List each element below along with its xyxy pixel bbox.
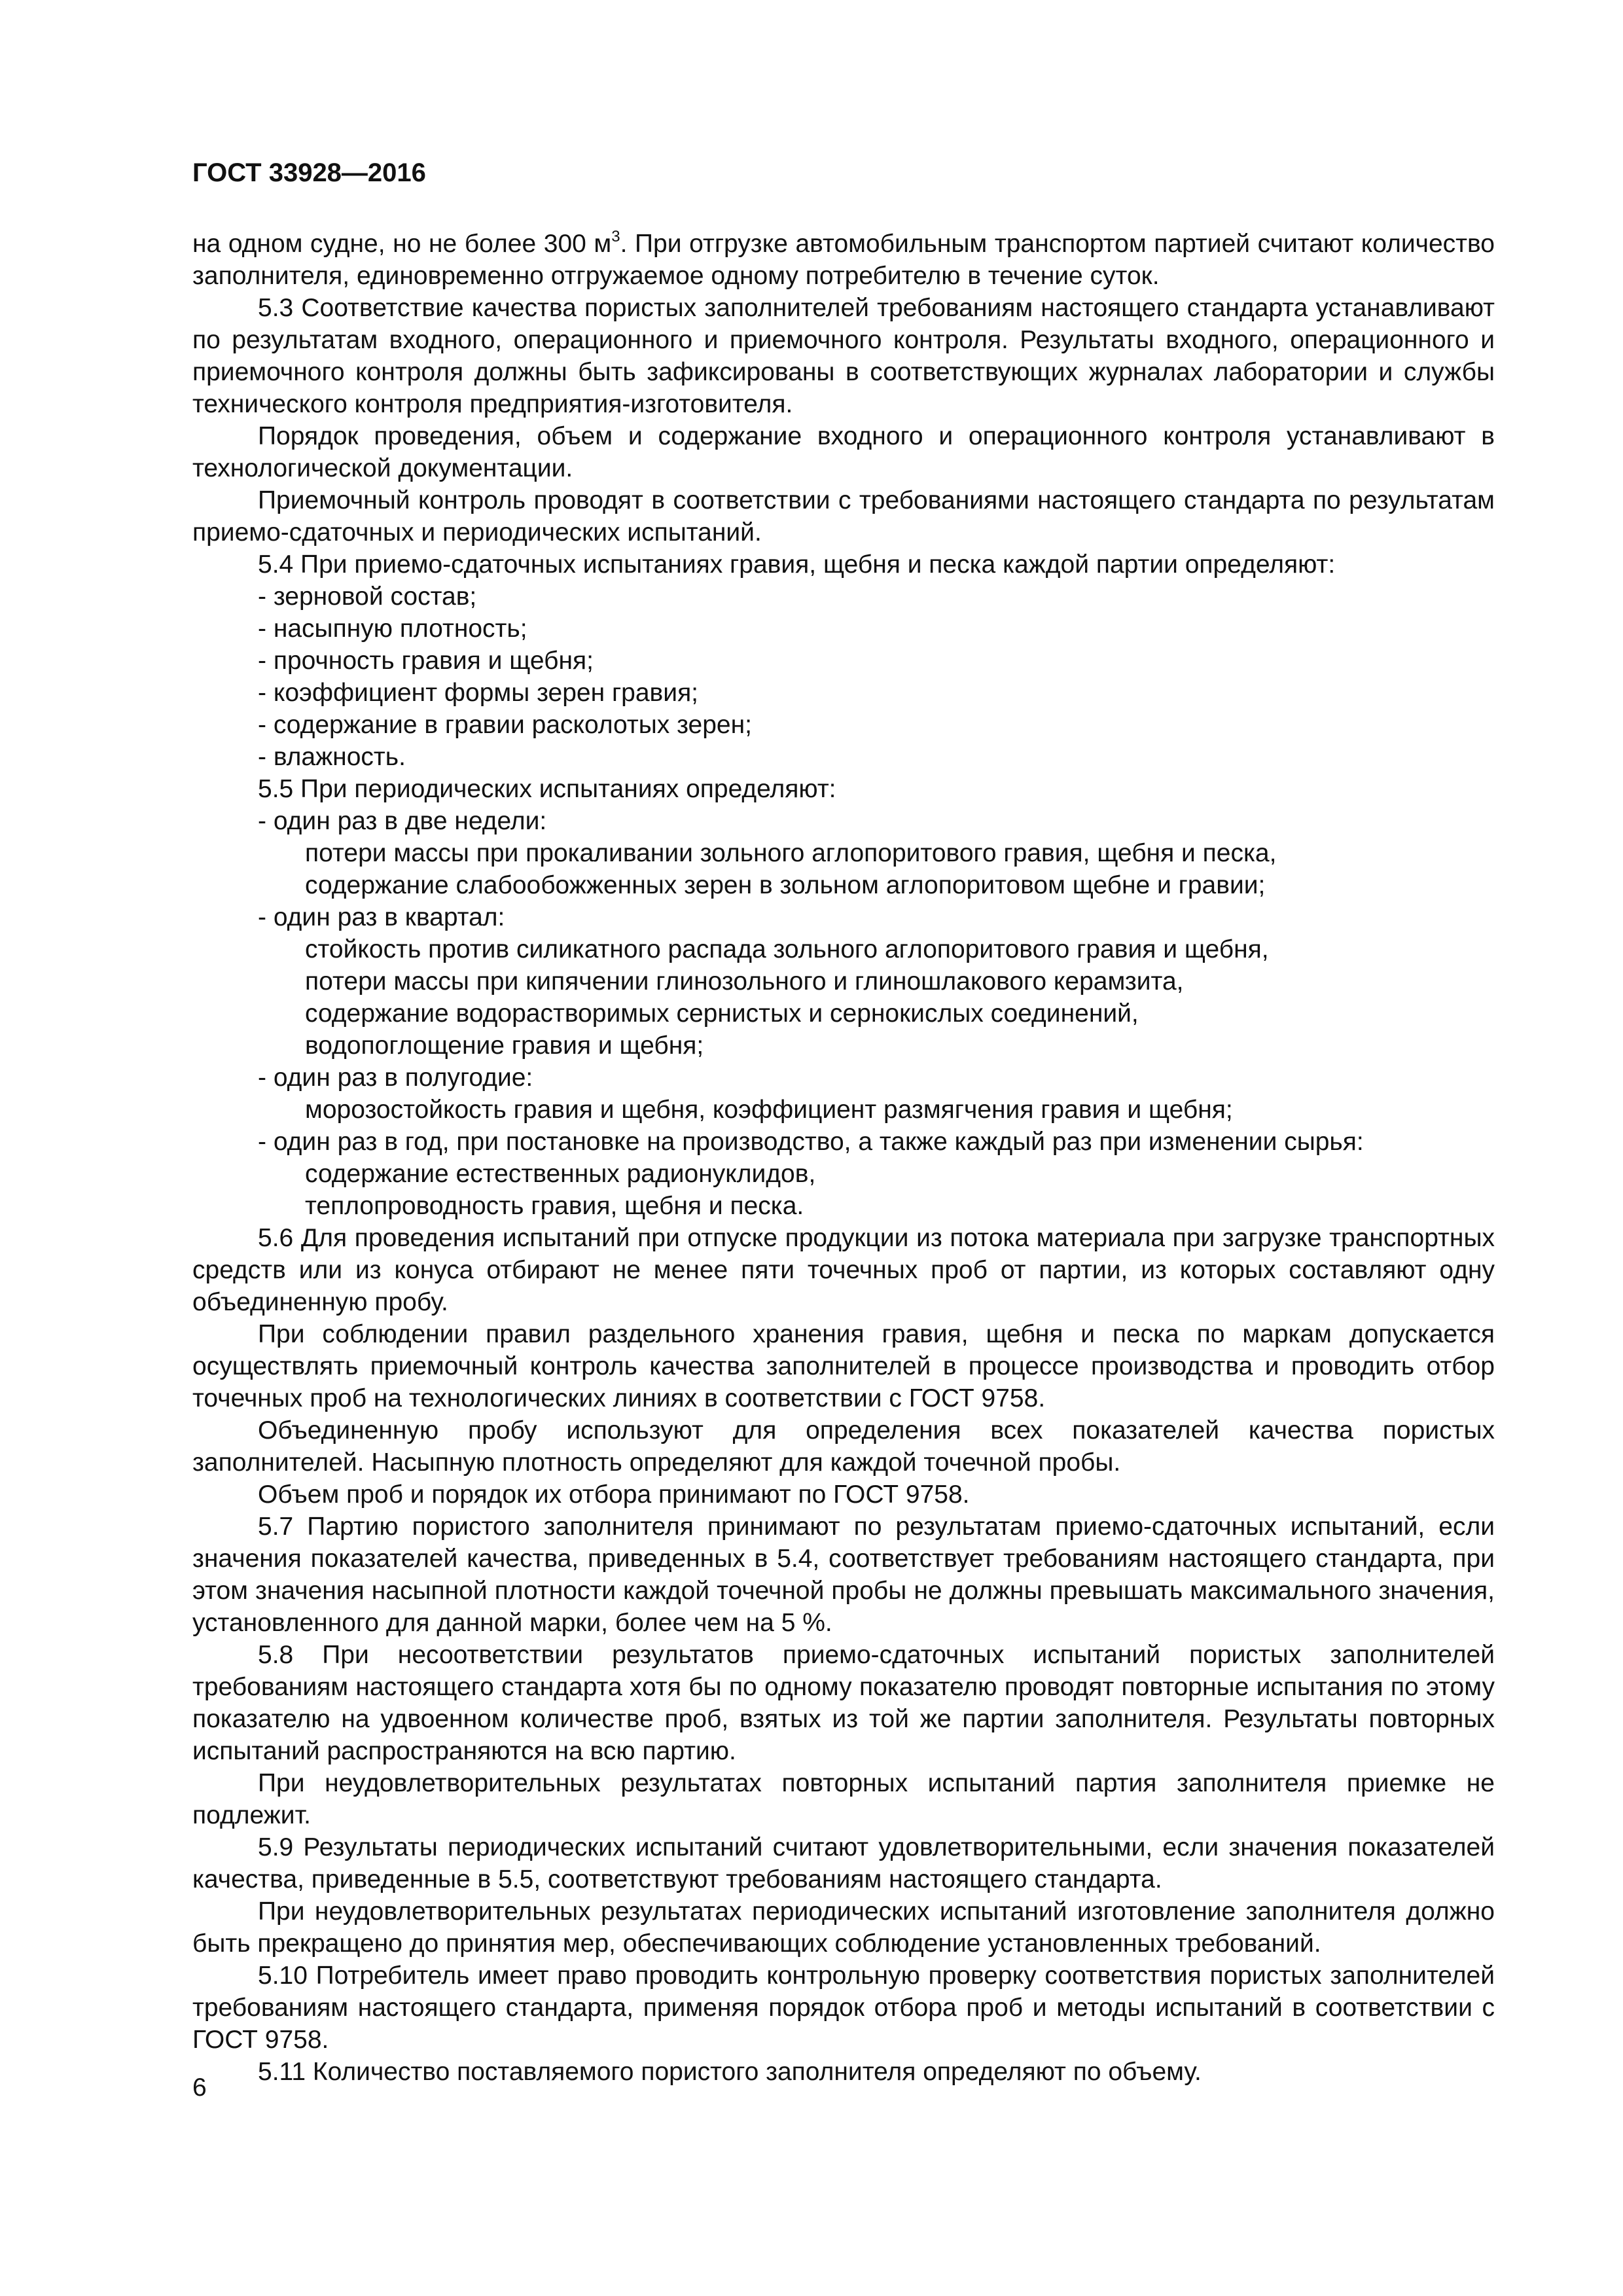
paragraph: При неудовлетворительных результатах периодических испытаний изготовление заполнителя должно быть прекращено до принятия мер, обеспечивающих соблюдение установленных требований.	[192, 1897, 1495, 1958]
paragraph: При соблюдении правил раздельного хранения гравия, щебня и песка по маркам допускается осуществлять приемочный контроль качества заполнителей в процессе производства и проводить отбор точечных проб на технологических линиях в соответствии с ГОСТ 9758.	[192, 1320, 1495, 1412]
paragraph: Объем проб и порядок их отбора принимают по ГОСТ 9758.	[258, 1480, 970, 1509]
list-item: - содержание в гравии расколотых зерен;	[258, 711, 752, 739]
clause-5-7: 5.7 Партию пористого заполнителя принимают по результатам приемо-сдаточных испытаний, если значения показателей качества, приведенных в 5.4, соответствует требованиям настоящего стандарта, при этом значения насыпной плотности каждой точечной пробы не должны превышать максимального значения, установленного для данной марки, более чем на 5 %.	[192, 1513, 1495, 1637]
clause-5-6: 5.6 Для проведения испытаний при отпуске продукции из потока материала при загрузке транспортных средств или из конуса отбирают не менее пяти точечных проб от партии, из которых составляют одну объединенную пробу.	[192, 1224, 1495, 1316]
list-item: - один раз в две недели:	[258, 807, 547, 835]
paragraph: Приемочный контроль проводят в соответствии с требованиями настоящего стандарта по результатам приемо-сдаточных и периодических испытаний.	[192, 486, 1495, 547]
clause-5-5: 5.5 При периодических испытаниях определяют:	[258, 775, 836, 803]
sub-list-item: содержание слабообожженных зерен в зольном аглопоритовом щебне и гравии;	[305, 871, 1266, 899]
list-item: - влажность.	[258, 743, 406, 771]
sub-list-item: морозостойкость гравия и щебня, коэффициент размягчения гравия и щебня;	[305, 1096, 1233, 1124]
clause-5-3: 5.3 Соответствие качества пористых заполнителей требованиям настоящего стандарта устанавливают по результатам входного, операционного и приемочного контроля. Результаты входного, операционного и приемочного контроля должны быть зафиксированы в соответствующих журналах лаборатории и службы технического контроля предприятия-изготовителя.	[192, 294, 1495, 418]
page-number: 6	[192, 2073, 207, 2102]
list-item: - один раз в квартал:	[258, 903, 505, 931]
clause-5-9: 5.9 Результаты периодических испытаний считают удовлетворительными, если значения показателей качества, приведенные в 5.5, соответствуют требованиям настоящего стандарта.	[192, 1833, 1495, 1893]
list-item: - один раз в полугодие:	[258, 1064, 533, 1092]
paragraph: Порядок проведения, объем и содержание входного и операционного контроля устанавливают в технологической документации.	[192, 422, 1495, 482]
document-body	[192, 228, 1495, 2088]
clause-5-11: 5.11 Количество поставляемого пористого заполнителя определяют по объему.	[258, 2058, 1202, 2086]
clause-5-4: 5.4 При приемо-сдаточных испытаниях гравия, щебня и песка каждой партии определяют:	[258, 550, 1336, 579]
sub-list-item: стойкость против силикатного распада зольного аглопоритового гравия и щебня,	[305, 935, 1269, 963]
list-item: - один раз в год, при постановке на производство, а также каждый раз при изменении сырья:	[258, 1128, 1364, 1156]
clause-5-8: 5.8 При несоответствии результатов приемо-сдаточных испытаний пористых заполнителей требованиям настоящего стандарта хотя бы по одному показателю проводят повторные испытания по этому показателю на удвоенном количестве проб, взятых из той же партии заполнителя. Результаты повторных испытаний распространяются на всю партию.	[192, 1641, 1495, 1765]
clause-5-10: 5.10 Потребитель имеет право проводить контрольную проверку соответствия пористых заполнителей требованиям настоящего стандарта, применяя порядок отбора проб и методы испытаний в соответствии с ГОСТ 9758.	[192, 1962, 1495, 2054]
document-header: ГОСТ 33928—2016	[192, 158, 426, 187]
sub-list-item: потери массы при прокаливании зольного аглопоритового гравия, щебня и песка,	[305, 839, 1277, 867]
list-item: - насыпную плотность;	[258, 615, 527, 643]
sub-list-item: потери массы при кипячении глинозольного и глиношлакового керамзита,	[305, 967, 1184, 996]
list-item: - зерновой состав;	[258, 583, 477, 611]
paragraph: Объединенную пробу используют для определения всех показателей качества пористых заполнителей. Насыпную плотность определяют для каждой точечной пробы.	[192, 1416, 1495, 1477]
list-item: - прочность гравия и щебня;	[258, 647, 594, 675]
paragraph-continuation: на одном судне, но не более 300 $м^3$. При отгрузке автомобильным транспортом партией считают количество заполнителя, единовременно отгружаемое одному потребителю в течение суток.	[192, 228, 1495, 290]
sub-list-item: содержание водорастворимых сернистых и сернокислых соединений,	[305, 999, 1139, 1028]
sub-list-item: теплопроводность гравия, щебня и песка.	[305, 1192, 804, 1220]
sub-list-item: водопоглощение гравия и щебня;	[305, 1031, 704, 1060]
sub-list-item: содержание естественных радионуклидов,	[305, 1160, 816, 1188]
list-item: - коэффициент формы зерен гравия;	[258, 679, 699, 707]
paragraph: При неудовлетворительных результатах повторных испытаний партия заполнителя приемке не подлежит.	[192, 1769, 1495, 1829]
